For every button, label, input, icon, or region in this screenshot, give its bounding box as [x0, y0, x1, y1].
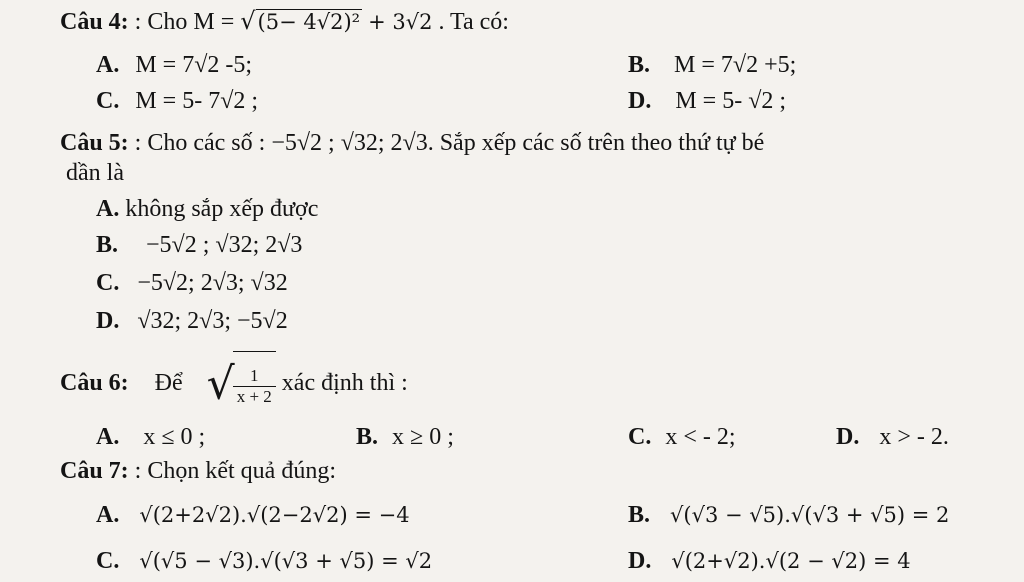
- option-key: A.: [96, 52, 120, 78]
- q6-option-d[interactable]: [836, 422, 949, 452]
- option-key: C.: [96, 270, 120, 296]
- q7-option-a[interactable]: [96, 500, 410, 530]
- option-key: B.: [628, 502, 651, 528]
- option-text: x > - 2.: [879, 424, 949, 450]
- option-key: C.: [96, 548, 120, 574]
- option-key: A.: [96, 502, 120, 528]
- option-key: B.: [96, 232, 119, 258]
- option-key: D.: [836, 424, 860, 450]
- q7-intro: : Chọn kết quả đúng:: [134, 458, 336, 484]
- q5-stem: [60, 128, 764, 158]
- q4-stem: [60, 6, 509, 37]
- option-text: M = 7√2 -5;: [135, 52, 253, 78]
- q6-tail: xác định thì :: [281, 370, 408, 396]
- option-text: √(√5 − √3).√(√3 + √5) = √2: [139, 549, 433, 573]
- q7-option-d[interactable]: [628, 546, 911, 576]
- option-key: D.: [96, 308, 120, 334]
- q5-label: Câu 5:: [60, 130, 129, 156]
- option-text: x ≤ 0 ;: [143, 424, 206, 450]
- option-text: −5√2; 2√3; √32: [137, 270, 288, 296]
- option-text: M = 5- 7√2 ;: [135, 88, 259, 114]
- q6-option-c[interactable]: [628, 422, 736, 452]
- q5-option-c[interactable]: [96, 268, 288, 298]
- q5-intro: : Cho các số : −5√2 ; √32; 2√3. Sắp xếp các số trên theo thứ tự bé: [134, 130, 765, 156]
- q4-tail: . Ta có:: [438, 9, 509, 35]
- option-key: B.: [628, 52, 651, 78]
- option-key: A.: [96, 424, 120, 450]
- q4-radical-expr: √(5− 4√2)²: [240, 7, 361, 35]
- q6-option-b[interactable]: [356, 422, 454, 452]
- q7-label: Câu 7:: [60, 458, 129, 484]
- option-text: x ≥ 0 ;: [392, 424, 454, 450]
- q5-option-d[interactable]: [96, 306, 288, 336]
- q5-option-a[interactable]: [96, 194, 318, 224]
- option-text: M = 7√2 +5;: [674, 52, 797, 78]
- option-text: √(2+√2).√(2 − √2) = 4: [671, 549, 911, 573]
- q6-numerator: 1: [233, 366, 276, 387]
- q4-option-d[interactable]: [628, 86, 786, 116]
- q7-stem: [60, 456, 336, 486]
- option-text: √32; 2√3; −5√2: [137, 308, 288, 334]
- option-text: √(√3 − √5).√(√3 + √5) = 2: [670, 503, 950, 527]
- option-text: x < - 2;: [665, 424, 736, 450]
- option-text: M = 5- √2 ;: [675, 88, 787, 114]
- q4-option-b[interactable]: [628, 50, 796, 80]
- option-text: không sắp xếp được: [125, 196, 319, 222]
- q4-label: Câu 4:: [60, 9, 129, 35]
- q6-denominator: x + 2: [236, 386, 272, 406]
- q6-stem: [60, 350, 408, 416]
- q4-plus-term: + 3√2: [368, 10, 433, 34]
- option-key: C.: [96, 88, 120, 114]
- q6-option-a[interactable]: [96, 422, 205, 452]
- option-key: D.: [628, 88, 652, 114]
- q4-option-c[interactable]: [96, 86, 258, 116]
- option-key: B.: [356, 424, 379, 450]
- q6-radical-fraction: √ $\frac{1}{x + 2}$: [207, 370, 276, 396]
- option-text: √(2+2√2).√(2−2√2) = −4: [139, 503, 410, 527]
- q6-label: Câu 6:: [60, 370, 129, 396]
- option-key: D.: [628, 548, 652, 574]
- option-text: −5√2 ; √32; 2√3: [146, 232, 303, 258]
- q5-option-b[interactable]: [96, 230, 302, 260]
- q6-intro: Để: [154, 370, 183, 396]
- option-key: C.: [628, 424, 652, 450]
- q4-option-a[interactable]: [96, 50, 252, 80]
- q4-intro: : Cho M =: [134, 9, 235, 35]
- q7-option-c[interactable]: [96, 546, 432, 576]
- q5-stem-cont: dần là: [66, 160, 124, 186]
- option-key: A.: [96, 196, 120, 222]
- q7-option-b[interactable]: [628, 500, 949, 530]
